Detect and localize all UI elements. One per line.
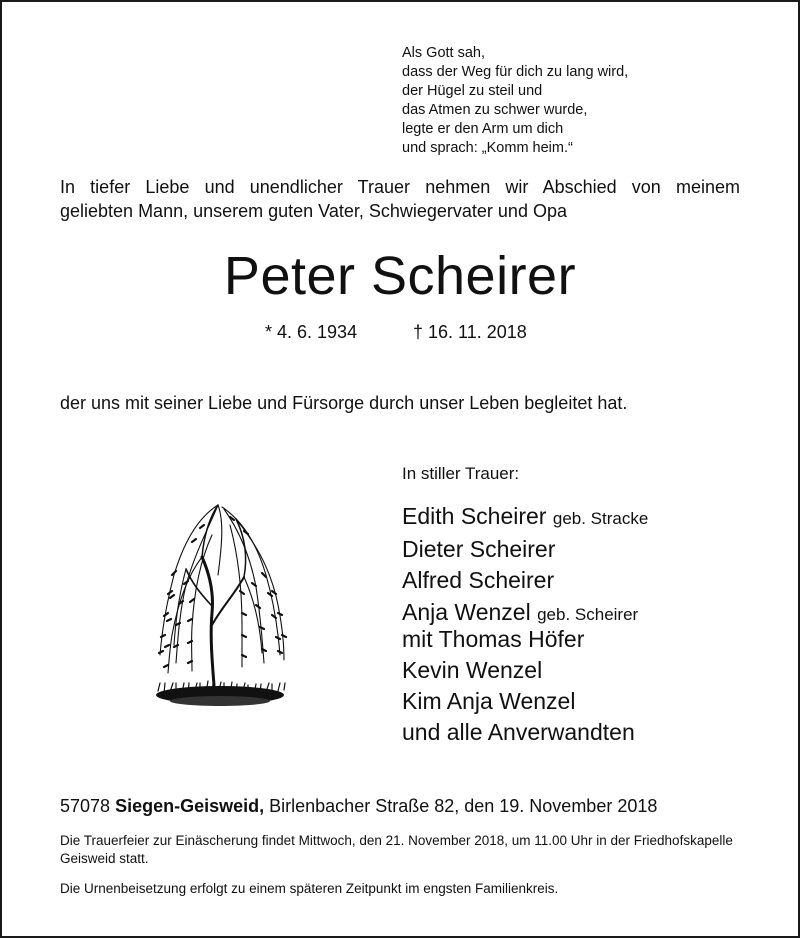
mourner-name: Alfred Scheirer xyxy=(402,567,555,593)
intro-line-2: geliebten Mann, unserem guten Vater, Schwiegervater und Opa xyxy=(60,201,567,221)
mourner-entry xyxy=(402,565,648,596)
poem-line: Als Gott sah, xyxy=(402,45,486,61)
zip-code: 57078 xyxy=(60,796,111,816)
deceased-name: Peter Scheirer xyxy=(223,246,577,306)
mourner-name: Kevin Wenzel xyxy=(402,657,543,683)
notes xyxy=(60,832,750,910)
mourner-entry xyxy=(402,717,648,748)
poem-line: legte er den Arm um dich xyxy=(402,121,564,137)
mourner-name: und alle Anverwandten xyxy=(402,719,635,745)
mourner-name: Edith Scheirer xyxy=(402,503,547,529)
mourners-label: In stiller Trauer: xyxy=(402,464,520,483)
place-date-line xyxy=(60,796,657,817)
city: Siegen-Geisweid, xyxy=(115,796,265,816)
mourner-name: Kim Anja Wenzel xyxy=(402,688,576,714)
mourner-name: mit Thomas Höfer xyxy=(402,626,585,652)
poem-line: das Atmen zu schwer wurde, xyxy=(402,102,588,118)
mourner-entry xyxy=(402,655,648,686)
weeping-willow-icon xyxy=(152,495,292,720)
mourner-entry xyxy=(402,627,648,651)
poem xyxy=(402,44,628,158)
ceremony-note: Die Trauerfeier zur Einäscherung findet Mittwoch, den 21. November 2018, um 11.00 Uhr in der Friedhofskapelle Geisweid statt. xyxy=(60,833,733,866)
urn-note: Die Urnenbeisetzung erfolgt zu einem späteren Zeitpunkt im engsten Familienkreis. xyxy=(60,881,559,896)
intro-line-1: In tiefer Liebe und unendlicher Trauer nehmen wir Abschied von meinem xyxy=(60,177,740,197)
birth-date: * 4. 6. 1934 xyxy=(265,322,358,342)
mourner-note: geb. Scheirer xyxy=(537,605,639,624)
mourner-entry xyxy=(402,600,648,627)
death-date: † 16. 11. 2018 xyxy=(413,322,527,342)
address-date: Birlenbacher Straße 82, den 19. November 2018 xyxy=(269,796,658,816)
mourner-name: Anja Wenzel xyxy=(402,599,531,625)
mourner-entry xyxy=(402,501,648,534)
mourner-entry xyxy=(402,686,648,717)
poem-line: und sprach: „Komm heim.“ xyxy=(402,140,573,156)
mourner-name: Dieter Scheirer xyxy=(402,536,556,562)
mourner-note: geb. Stracke xyxy=(552,509,649,528)
poem-line: der Hügel zu steil und xyxy=(402,83,543,99)
intro-text xyxy=(60,175,740,223)
mourners-list xyxy=(402,501,648,748)
tribute-text: der uns mit seiner Liebe und Fürsorge durch unser Leben begleitet hat. xyxy=(60,393,628,413)
mourner-entry xyxy=(402,534,648,565)
poem-line: dass der Weg für dich zu lang wird, xyxy=(402,64,629,80)
